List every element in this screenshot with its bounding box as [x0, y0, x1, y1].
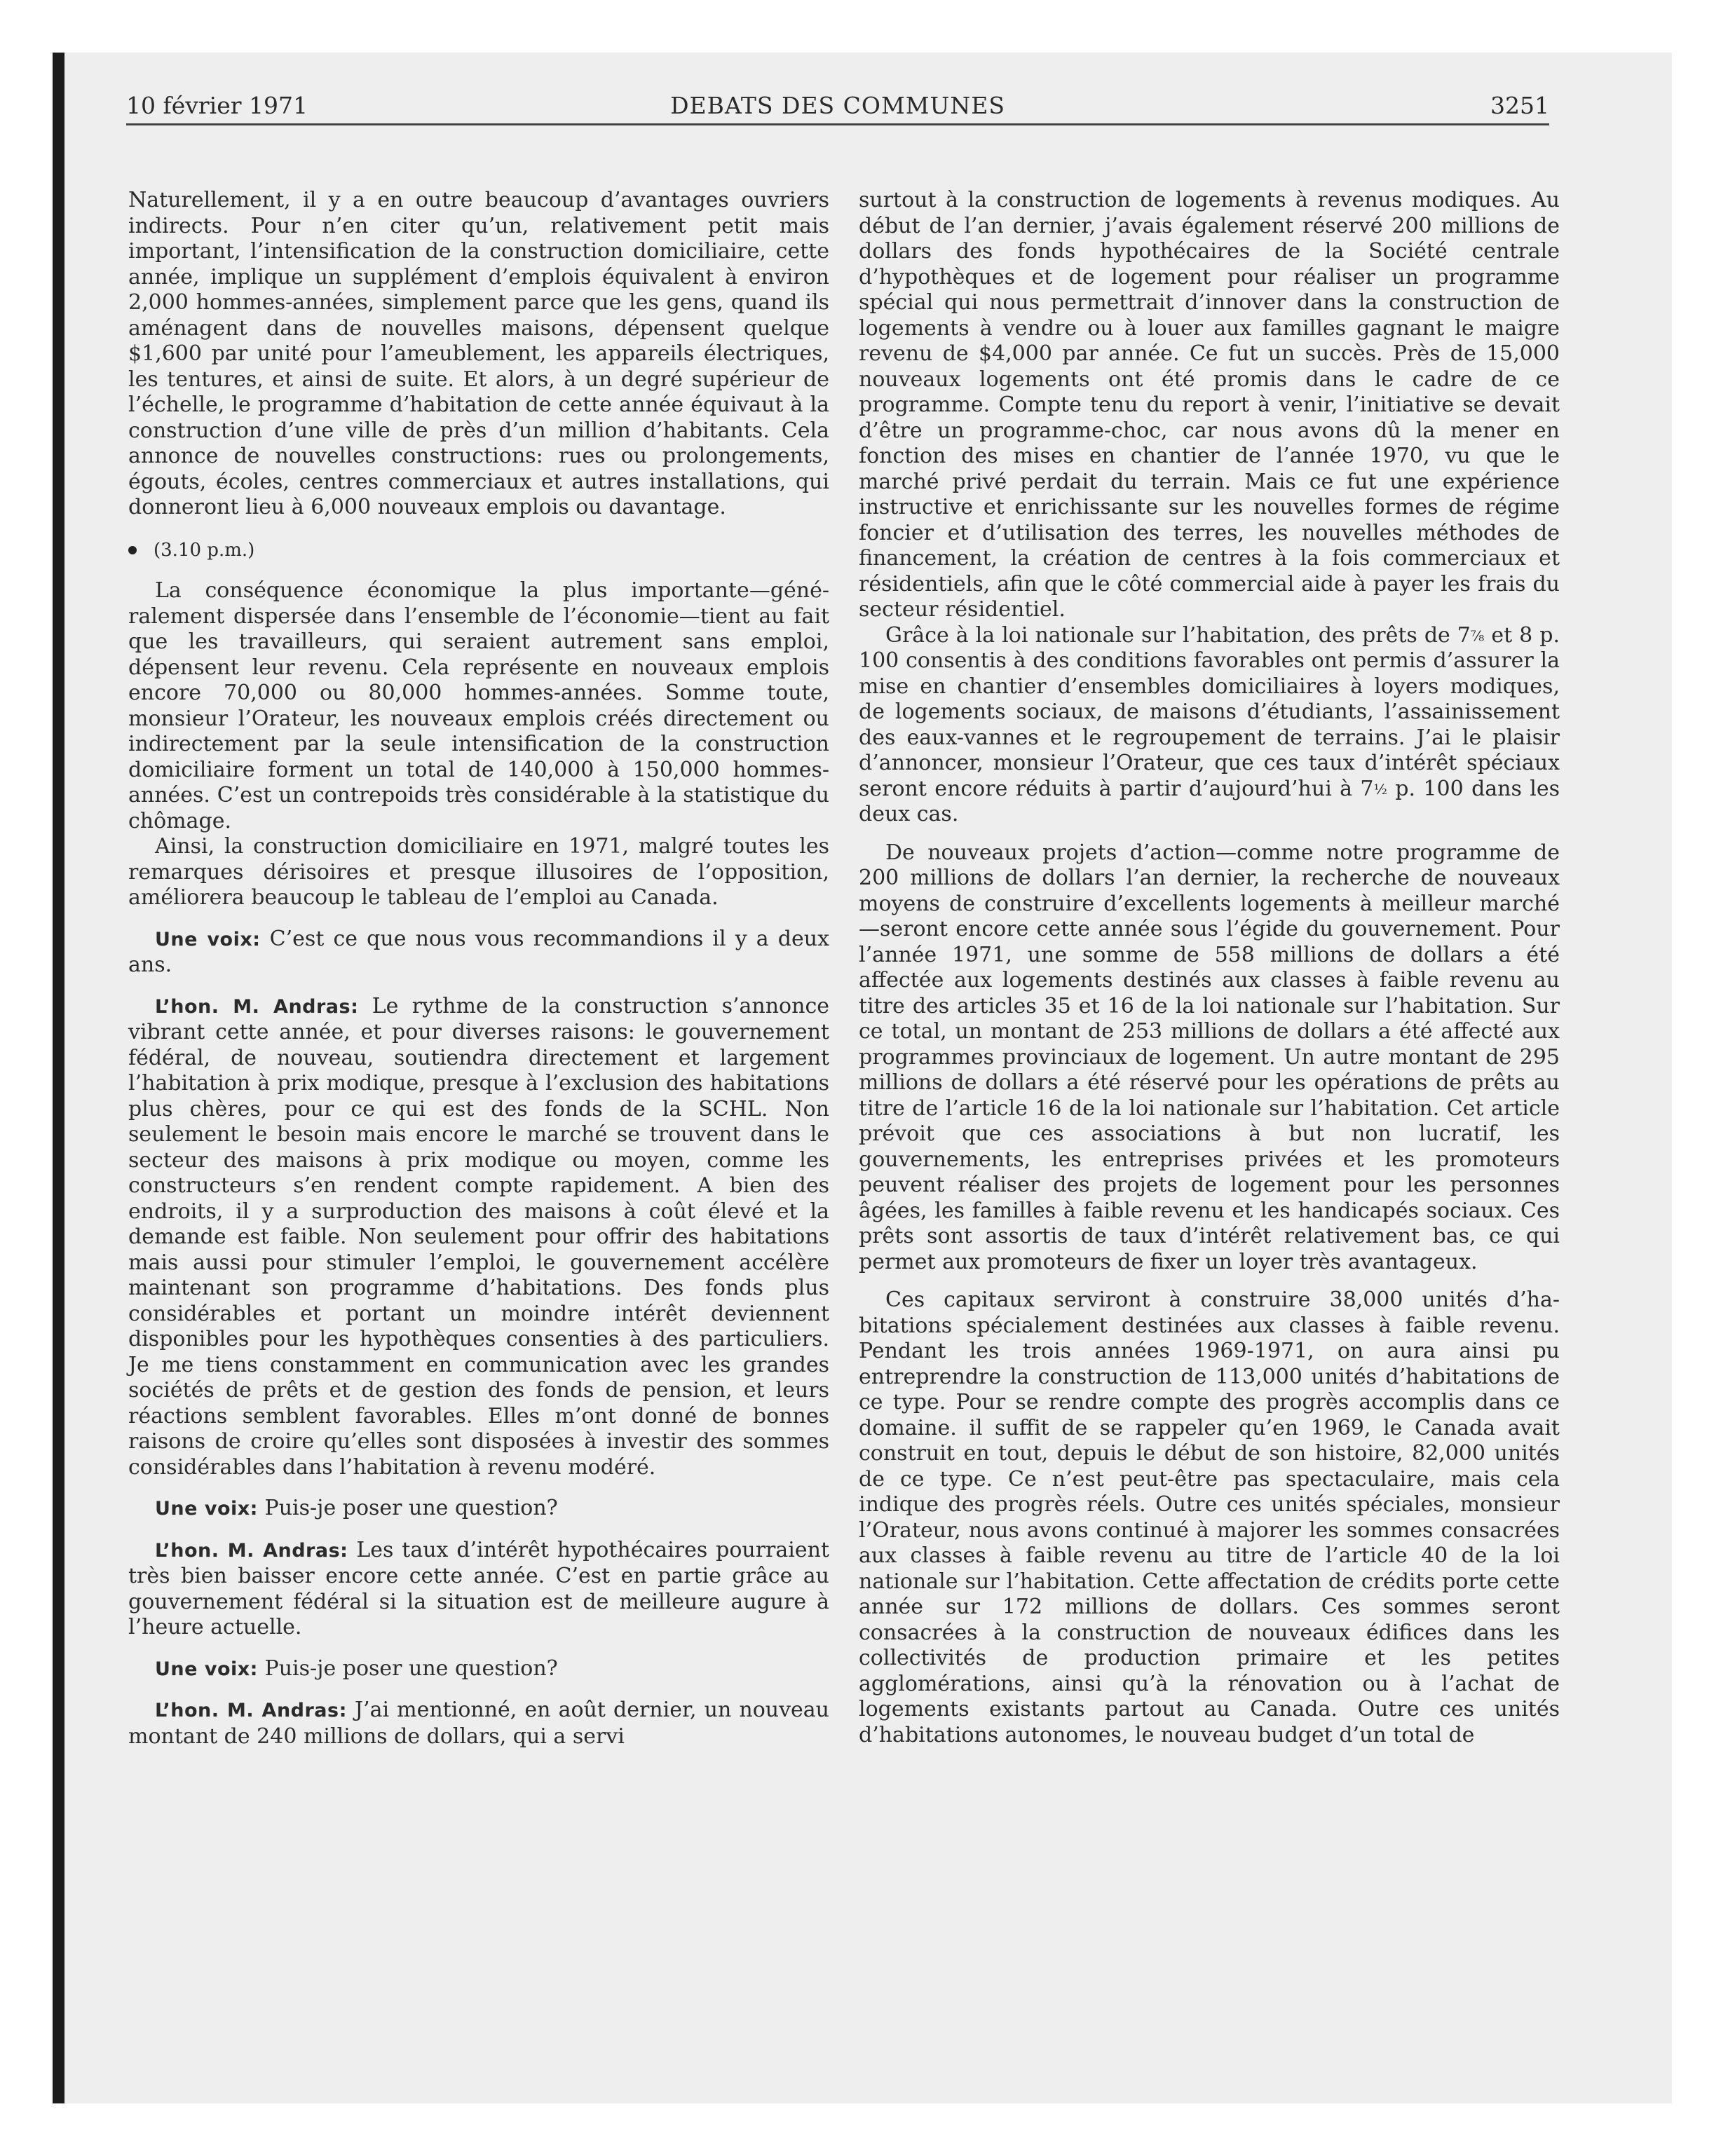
speaker-name: Une voix: [155, 1658, 258, 1680]
paragraph: La conséquence économique la plus importante—généralement dispersée dans l’ensemble de l’économie—tient au fait que les travailleurs, qui seraient autrement sans emploi, dépensent leur revenu. Cela représente en nouveaux emplois encore 70,000 ou 80,000 hommes-années. Somme toute, monsieur l’Orateur, les nouveaux emplois créés directement ou indirectement par la seule intensification de la construction domiciliaire forment un total de 140,000 à 150,000 hommes-années. C’est un contrepoids très considérable à la statistique du chômage. [128, 578, 829, 833]
speech [128, 927, 829, 978]
fraction: ½ [1373, 780, 1387, 798]
speech-text: J’ai mentionné, en août dernier, un nouveau montant de 240 millions de dollars, qui a servi [128, 1698, 829, 1749]
speech [128, 994, 829, 1481]
speaker-name: Une voix: [155, 928, 261, 950]
header-title: DEBATS DES COMMUNES [670, 92, 1005, 119]
speech [128, 1656, 829, 1683]
time-stamp [128, 538, 829, 564]
paragraph: surtout à la construction de logements à revenus modiques. Au début de l’an dernier, j’avais également réservé 200 millions de dollars des fonds hypothécaires de la Société centrale d’hypothèques et de logement pour réaliser un programme spécial qui nous permettrait d’innover dans la construction de logements à vendre ou à louer aux familles gagnant le maigre revenu de $4,000 par année. Ce fut un succès. Près de 15,000 nouveaux logements ont été promis dans le cadre de ce programme. Compte tenu du report à venir, l’initiative se devait d’être un programme-choc, car nous avons dû la mener en fonction des mises en chantier de l’année 1970, vu que le marché privé perdait du terrain. Mais ce fut une expérience instructive et enrichissante sur les nouvelles formes de régime foncier et d’utilisation des terres, les nouvelles méthodes de financement, la création de centres à la fois commerciaux et résidentiels, afin que le côté commercial aide à payer les frais du secteur résidentiel. [859, 188, 1560, 622]
speaker-name: L’hon. M. Andras: [155, 995, 359, 1018]
speech [128, 1538, 829, 1641]
header-date: 10 février 1971 [126, 92, 308, 119]
text-run: Grâce à la loi nationale sur l’habitation, des prêts de 7 [885, 622, 1471, 648]
bullet-icon [128, 546, 137, 554]
paragraph: Ainsi, la construction domiciliaire en 1971, malgré toutes les remarques dérisoires et presque illusoires de l’opposition, améliorera beaucoup le tableau de l’emploi au Canada. [128, 834, 829, 910]
speech [128, 1496, 829, 1522]
speaker-name: Une voix: [155, 1498, 258, 1520]
page-header [126, 88, 1549, 123]
text-run: et 8 p. 100 consentis à des conditions favorables ont permis d’assurer la mise en chantier d’ensembles domiciliaires à loyers modiques, de logements sociaux, de maisons d’étudiants, l’assainissement des eaux-vannes et le regroupement de terrains. J’ai le plaisir d’annoncer, monsieur l’Orateur, que ces taux d’intérêt spéciaux seront encore réduits à partir d’aujourd’hui à 7 [859, 622, 1560, 801]
header-rule [126, 123, 1549, 125]
paragraph: Ces capitaux serviront à construire 38,000 unités d’habitations spécialement destinées aux classes à faible revenu. Pendant les trois années 1969-1971, on aura ainsi pu entreprendre la construction de 113,000 unités d’habitations de ce type. Pour se rendre compte des progrès accomplis dans ce domaine. il suffit de se rappeler qu’en 1969, le Canada avait construit en tout, depuis le début de son histoire, 82,000 unités de ce type. Ce n’est peut-être pas spectaculaire, mais cela indique des progrès réels. Outre ces unités spéciales, monsieur l’Orateur, nous avons continué à majorer les sommes consacrées aux classes à faible revenu au titre de l’article 40 de la loi nationale sur l’habitation. Cette affectation de crédits porte cette année sur 172 millions de dollars. Ces sommes seront consacrées à la construction de nouveaux édifices dans les collectivités de production primaire et les petites agglomérations, ainsi qu’à la rénovation ou à l’achat de logements existants partout au Canada. Outre ces unités d’habitations autonomes, le nouveau budget d’un total de [859, 1288, 1560, 1747]
speech-text: C’est ce que nous vous recommandions il y a deux ans. [128, 926, 829, 977]
speech-text: Puis-je poser une question? [257, 1496, 558, 1520]
speaker-name: L’hon. M. Andras: [155, 1539, 348, 1562]
text-run: p. 100 dans les deux cas. [859, 776, 1560, 826]
left-column [128, 188, 829, 1749]
paragraph: Naturellement, il y a en outre beaucoup d’avantages ouvriers indirects. Pour n’en citer qu’un, relativement petit mais important, l’intensification de la construction domiciliaire, cette année, implique un supplément d’emplois équivalent à environ 2,000 hommes-années, simplement parce que les gens, quand ils aménagent dans de nouvelles maisons, dépensent quelque $1,600 par unité pour l’ameublement, les appareils électriques, les tentures, et ainsi de suite. Et alors, à un degré supérieur de l’échelle, le programme d’habitation de cette année équivaut à la construction d’une ville de près d’un million d’habitants. Cela annonce de nouvelles constructions: rues ou prolongements, égouts, écoles, centres commerciaux et autres installations, qui donneront lieu à 6,000 nouveaux emplois ou davantage. [128, 188, 829, 519]
right-column [859, 188, 1560, 1748]
speaker-name: L’hon. M. Andras: [155, 1700, 347, 1721]
fraction: ⅞ [1470, 627, 1485, 644]
speech-text: Puis-je poser une question? [257, 1656, 558, 1681]
time-label: (3.10 p.m.) [154, 539, 255, 561]
paragraph: De nouveaux projets d’action—comme notre programme de 200 millions de dollars l’an dernier, la recherche de nouveaux moyens de construire d’excellents logements à meilleur marché—seront encore cette année sous l’égide du gouvernement. Pour l’année 1971, une somme de 558 millions de dollars a été affectée aux logements destinés aux classes à faible revenu au titre des articles 35 et 16 de la loi nationale sur l’habitation. Sur ce total, un montant de 253 millions de dollars a été affecté aux programmes provinciaux de logement. Un autre montant de 295 millions de dollars a été réservé pour les opérations de prêts au titre de l’article 16 de la loi nationale sur l’habitation. Cet article prévoit que ces associations à but non lucratif, les gouvernements, les entreprises privées et les promoteurs peuvent réaliser des projets de logement pour les personnes âgées, les familles à faible revenu et les handicapés sociaux. Ces prêts sont assortis de taux d’intérêt relativement bas, ce qui permet aux promoteurs de fixer un loyer très avantageux. [859, 840, 1560, 1274]
speech-text: Les taux d’intérêt hypothécaires pourraient très bien baisser encore cette année. C’est en partie grâce au gouvernement fédéral si la situation est de meilleure augure à l’heure actuelle. [128, 1537, 829, 1639]
speech-text: Le rythme de la construction s’annonce vibrant cette année, et pour diverses raisons: le gouvernement fédéral, de nouveau, soutiendra directement et largement l’habitation à prix modique, presque à l’exclusion des habitations plus chères, pour ce qui est des fonds de la SCHL. Non seulement le besoin mais encore le marché se trouvent dans le secteur des maisons à prix modique ou moyen, comme les constructeurs s’en rendent compte rapidement. A bien des endroits, il y a surproduction des maisons à coût élevé et la demande est faible. Non seulement pour offrir des habitations mais aussi pour stimuler l’emploi, le gouvernement accélère maintenant son programme d’habitations. Des fonds plus considérables et portant un moindre intérêt deviennent disponibles pour les hypothèques consenties à des particuliers. Je me tiens constamment en communication avec les grandes sociétés de prêts et de gestion des fonds de pension, et leurs réactions semblent favorables. Elles m’ont donné de bonnes raisons de croire qu’elles sont disposées à investir des sommes considérables dans l’habitation à revenu modéré. [128, 993, 829, 1480]
binding-edge [53, 53, 64, 2103]
paragraph [859, 623, 1560, 828]
speech [128, 1698, 829, 1749]
header-page-number: 3251 [1490, 92, 1549, 119]
